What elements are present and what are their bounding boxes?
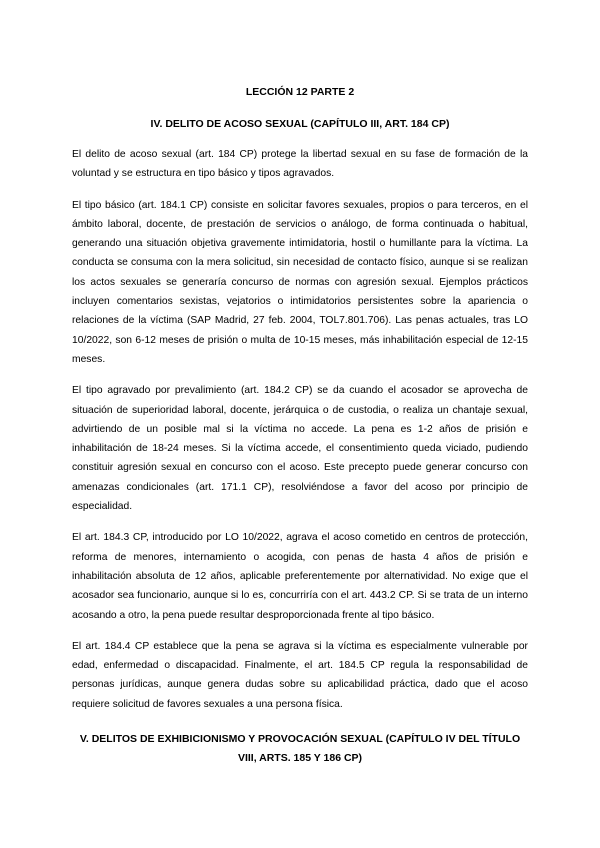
paragraph-intro: El delito de acoso sexual (art. 184 CP) protege la libertad sexual en su fase de formación de la voluntad y se estructura en tipo básico y tipos agravados. bbox=[72, 149, 528, 180]
paragraph-tipo-basico: El tipo básico (art. 184.1 CP) consiste en solicitar favores sexuales, propios o para terceros, en el ámbito laboral, docente, de prestación de servicios o análogo, de forma continuada o habitual, generando una situación objetiva gravemente intimidatoria, hostil o humillante para la víctima. La conducta se consuma con la mera solicitud, sin necesidad de contacto físico, aunque si se realizan los actos sexuales se generaría concurso de normas con agresión sexual. Ejemplos prácticos incluyen comentarios sexistas, vejatorios o intimidatorios persistentes sobre la apariencia o relaciones de la víctima (SAP Madrid, 27 feb. 2004, TOL7.801.706). Las penas actuales, tras LO 10/2022, son 6-12 meses de prisión o multa de 10-15 meses, más inhabilitación especial de 12-15 meses. bbox=[72, 199, 528, 365]
section-iv-title: IV. DELITO DE ACOSO SEXUAL (CAPÍTULO III, ART. 184 CP) bbox=[150, 118, 450, 130]
lesson-title: LECCIÓN 12 PARTE 2 bbox=[245, 86, 355, 98]
paragraph-art-184-4: El art. 184.4 CP establece que la pena se agrava si la víctima es especialmente vulnerable por edad, enfermedad o discapacidad. Finalmente, el art. 184.5 CP regula la responsabilidad de personas jurídicas, aunque genera dudas sobre su aplicabilidad práctica, dado que el acoso requiere solicitud de favores sexuales a una persona física. bbox=[72, 640, 528, 710]
paragraph-art-184-3: El art. 184.3 CP, introducido por LO 10/2022, agrava el acoso cometido en centros de protección, reforma de menores, internamiento o acogida, con penas de hasta 4 años de prisión e inhabilitación absoluta de 12 años, aplicable preferentemente por alternatividad. No exige que el acosador sea funcionario, aunque si lo es, concurriría con el art. 443.2 CP. Si se trata de un interno acosando a otro, la pena puede resultar desproporcionada frente al tipo básico. bbox=[72, 532, 528, 621]
section-v-title: V. DELITOS DE EXHIBICIONISMO Y PROVOCACIÓN SEXUAL (CAPÍTULO IV DEL TÍTULO VIII, ARTS. 185 Y 186 CP) bbox=[79, 733, 521, 765]
paragraph-tipo-agravado: El tipo agravado por prevalimiento (art. 184.2 CP) se da cuando el acosador se aprovecha de situación de superioridad laboral, docente, jerárquica o de custodia, o realiza un chantaje sexual, advirtiendo de un posible mal si la víctima no accede. La pena es 1-2 años de prisión e inhabilitación de 18-24 meses. Si la víctima accede, el consentimiento queda viciado, pudiendo constituir agresión sexual en concurso con el acoso. Este precepto puede generar concurso con amenazas condicionales (art. 171.1 CP), resolviéndose a favor del acoso por principio de especialidad. bbox=[72, 385, 528, 513]
